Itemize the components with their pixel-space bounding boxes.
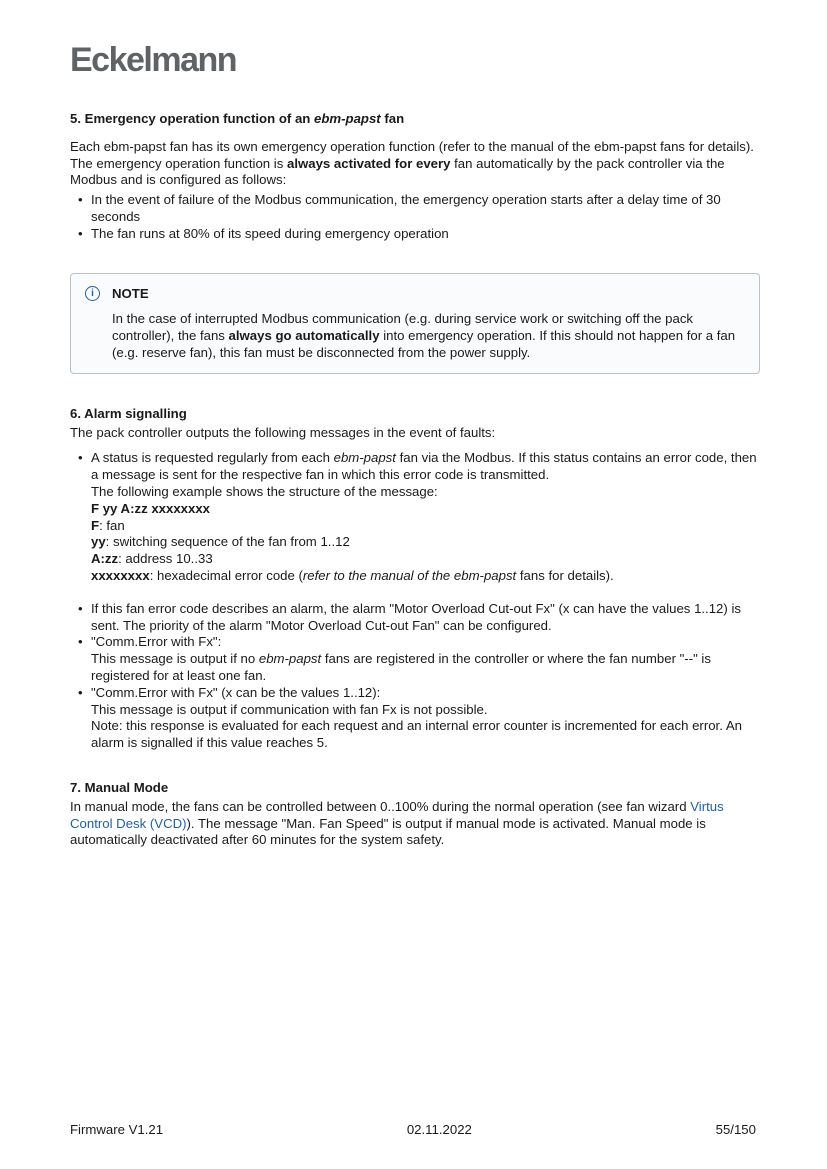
text: fans are registered in the controller or where the fan number "--" is registered for at least one fan. <box>91 651 711 683</box>
note-title: NOTE <box>112 285 149 301</box>
text: fans for details). <box>516 567 614 583</box>
bold-text: always go automatically <box>228 328 380 344</box>
text: : hexadecimal error code ( <box>149 567 303 583</box>
italic-text: refer to the manual of the ebm-papst <box>302 567 517 583</box>
italic-text: ebm-papst <box>258 651 322 667</box>
date: 02.11.2022 <box>406 1122 472 1137</box>
text: fan via the Modbus. If this status contains an error code, then a message is sent for the respective fan in which this error code is transmitted. <box>91 450 757 483</box>
note-body <box>85 311 745 361</box>
list-item <box>91 450 760 600</box>
text: : address 10..33 <box>118 551 213 567</box>
vcd-link[interactable]: Virtus Control Desk (VCD) <box>70 798 724 831</box>
list-item: • The fan runs at 80% of its speed during emergency operation <box>91 226 760 243</box>
text: A status is requested regularly from each <box>91 450 334 466</box>
note-header <box>85 286 745 303</box>
page-content <box>70 111 760 849</box>
firmware-version: Firmware V1.21 <box>70 1122 164 1137</box>
section-heading: 7. Manual Mode <box>70 779 169 795</box>
text: fan automatically by the pack controller via the Modbus and is configured as follows: <box>70 155 725 188</box>
key: xxxxxxxx <box>91 567 150 583</box>
key: yy <box>91 534 106 550</box>
paragraph: The pack controller outputs the following messages in the event of faults: <box>70 424 496 440</box>
section-heading: 6. Alarm signalling <box>70 405 187 421</box>
italic-text: ebm-papst <box>333 450 396 466</box>
eckelmann-logo: Eckelmann <box>70 41 237 79</box>
info-icon: i <box>85 286 100 301</box>
key: F <box>91 517 100 533</box>
text: : fan <box>99 517 125 533</box>
page-footer <box>70 1122 756 1139</box>
paragraph <box>70 139 760 189</box>
page-number: 55/150 <box>715 1122 756 1137</box>
text: ). The message "Man. Fan Speed" is output if manual mode is activated. Manual mode is automatically deactivated after 60 minutes for the system safety. <box>70 815 706 848</box>
section-alarm-signalling <box>70 406 760 752</box>
section-manual-mode <box>70 780 760 849</box>
heading-text: 5. Emergency operation function of an <box>70 111 315 126</box>
text: This message is output if no <box>91 651 259 667</box>
note-box <box>70 273 760 374</box>
bullet-list <box>70 450 760 752</box>
heading-text: fan <box>380 111 405 126</box>
text: : switching sequence of the fan from 1..12 <box>105 534 350 550</box>
list-item: • If this fan error code describes an alarm, the alarm "Motor Overload Cut-out Fx" (x can have the values 1..12) is sent. The priority of the alarm "Motor Overload Cut-out Fan" can be configured. <box>91 601 760 635</box>
list-item: • In the event of failure of the Modbus communication, the emergency operation starts after a delay time of 30 seconds <box>91 192 760 226</box>
text: "Comm.Error with Fx": <box>91 634 222 650</box>
section-heading <box>70 111 760 128</box>
text: The following example shows the structure of the message: <box>91 483 438 499</box>
text: "Comm.Error with Fx" (x can be the values 1..12): <box>91 684 381 700</box>
text: In the case of interrupted Modbus communication (e.g. during service work or switching off the pack controller), the fans <box>112 311 694 344</box>
heading-italic: ebm-papst <box>314 111 381 126</box>
list-item <box>91 685 760 752</box>
paragraph <box>70 799 760 849</box>
message-format: F yy A:zz xxxxxxxx <box>91 500 211 516</box>
text: Each ebm-papst fan has its own emergency operation function (refer to the manual of the ebm-papst fans for details). The emergency operation function is <box>70 138 754 171</box>
text: This message is output if communication with fan Fx is not possible. <box>91 701 488 717</box>
list-item <box>91 634 760 684</box>
text: Note: this response is evaluated for each request and an internal error counter is incremented for each error. An alarm is signalled if this value reaches 5. <box>91 718 742 751</box>
key: A:zz <box>91 551 119 567</box>
bold-text: always activated for every <box>286 155 451 171</box>
text: into emergency operation. If this should not happen for a fan (e.g. reserve fan), this fan must be disconnected from the power supply. <box>112 328 736 360</box>
text: In manual mode, the fans can be controlled between 0..100% during the normal operation (see fan wizard <box>70 798 691 814</box>
section-emergency-operation <box>70 111 760 243</box>
bullet-list <box>70 192 760 242</box>
